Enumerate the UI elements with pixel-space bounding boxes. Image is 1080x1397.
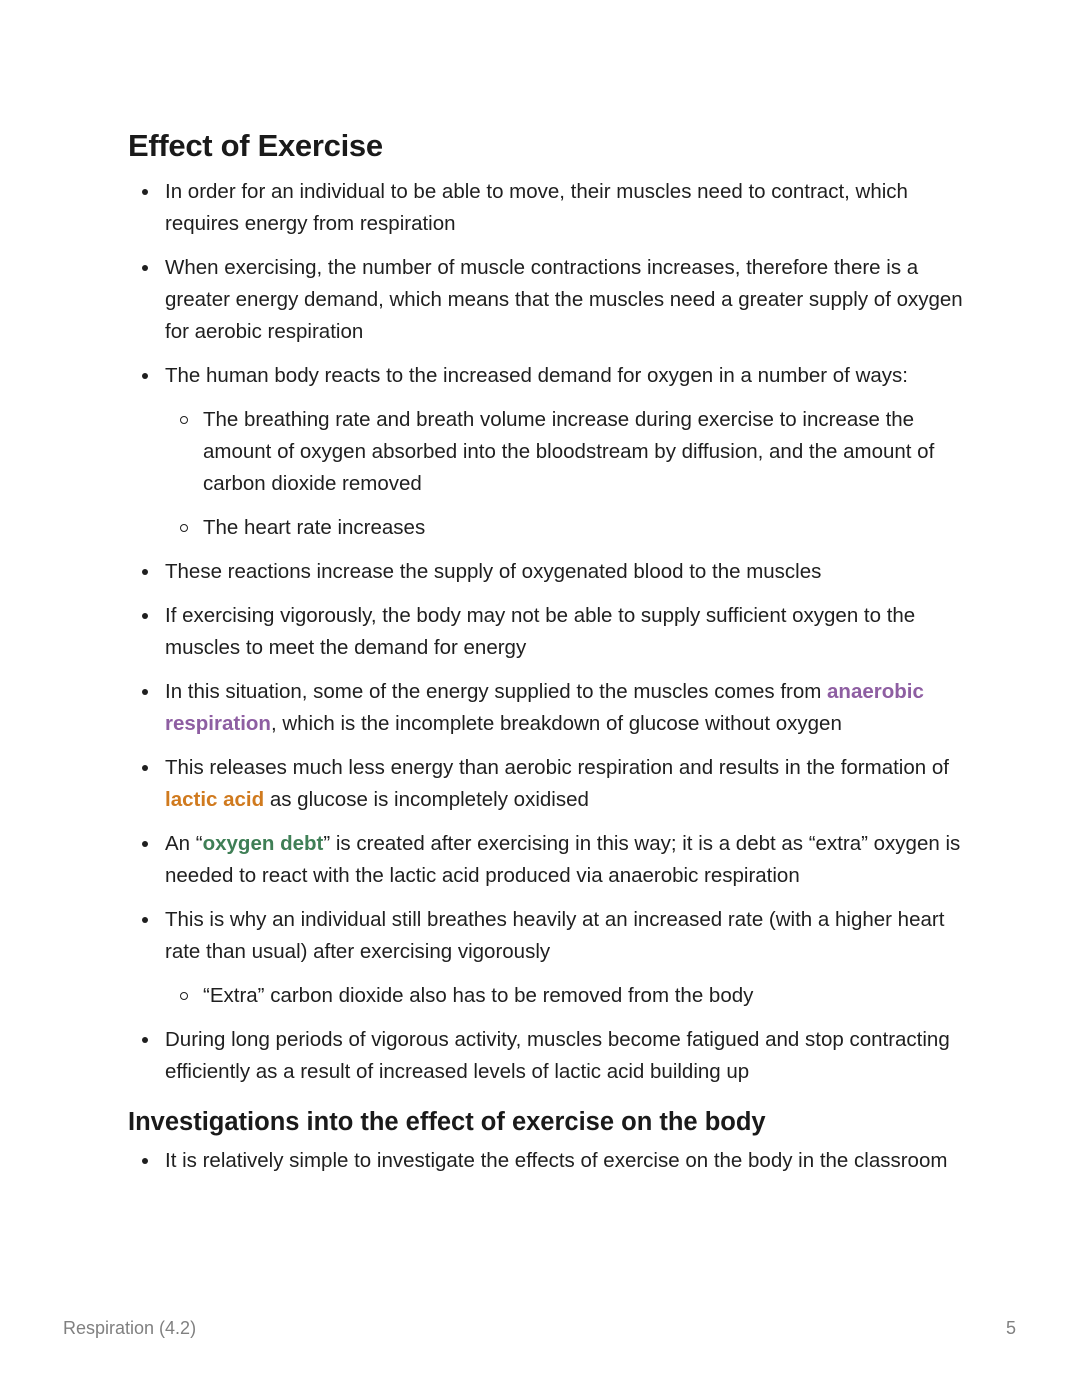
text: This releases much less energy than aerobic respiration and results in the formation of [165,756,949,779]
bullet-item: This is why an individual still breathes heavily at an increased rate (with a higher heart rate than usual) after exercising vigorously [128,904,968,968]
bullet-item: During long periods of vigorous activity, muscles become fatigued and stop contracting efficiently as a result of increased levels of lactic acid building up [128,1024,968,1088]
bullet-item: If exercising vigorously, the body may not be able to supply sufficient oxygen to the muscles to meet the demand for energy [128,600,968,664]
page-number: 5 [1005,1318,1016,1338]
bullet-item [128,676,968,740]
bullet-item: These reactions increase the supply of oxygenated blood to the muscles [128,556,968,588]
footer-chapter-label: Respiration (4.2) [63,1318,197,1338]
text: as glucose is incompletely oxidised [264,788,589,811]
bullet-item: It is relatively simple to investigate the effects of exercise on the body in the classroom [128,1145,968,1177]
bullet-list [128,176,968,1088]
bullet-item: When exercising, the number of muscle contractions increases, therefore there is a greater energy demand, which means that the muscles need a greater supply of oxygen for aerobic respiration [128,252,968,348]
keyword-lactic-acid: lactic acid [165,788,265,811]
page-content [128,128,968,1189]
section-heading: Effect of Exercise [128,128,383,163]
keyword-oxygen-debt: oxygen debt [202,832,324,855]
text: In this situation, some of the energy supplied to the muscles comes from [165,680,828,703]
sub-bullet-item: “Extra” carbon dioxide also has to be removed from the body [128,980,968,1012]
subsection-bullet-list [128,1145,968,1177]
keyword-anaerobic-respiration: anaerobic respiration [165,680,924,735]
subsection-heading: Investigations into the effect of exercise on the body [128,1108,766,1136]
sub-bullet-item: The heart rate increases [128,512,968,544]
text: ” is created after exercising in this way; it is a debt as “extra” oxygen is needed to react with the lactic acid produced via anaerobic respiration [165,832,961,887]
bullet-item [128,828,968,892]
sub-bullet-item: The breathing rate and breath volume increase during exercise to increase the amount of oxygen absorbed into the bloodstream by diffusion, and the amount of carbon dioxide removed [128,404,968,500]
text: An “ [165,832,203,855]
bullet-item [128,752,968,816]
bullet-item: The human body reacts to the increased demand for oxygen in a number of ways: [128,360,968,392]
text: , which is the incomplete breakdown of glucose without oxygen [270,712,842,735]
bullet-item: In order for an individual to be able to move, their muscles need to contract, which requires energy from respiration [128,176,968,240]
